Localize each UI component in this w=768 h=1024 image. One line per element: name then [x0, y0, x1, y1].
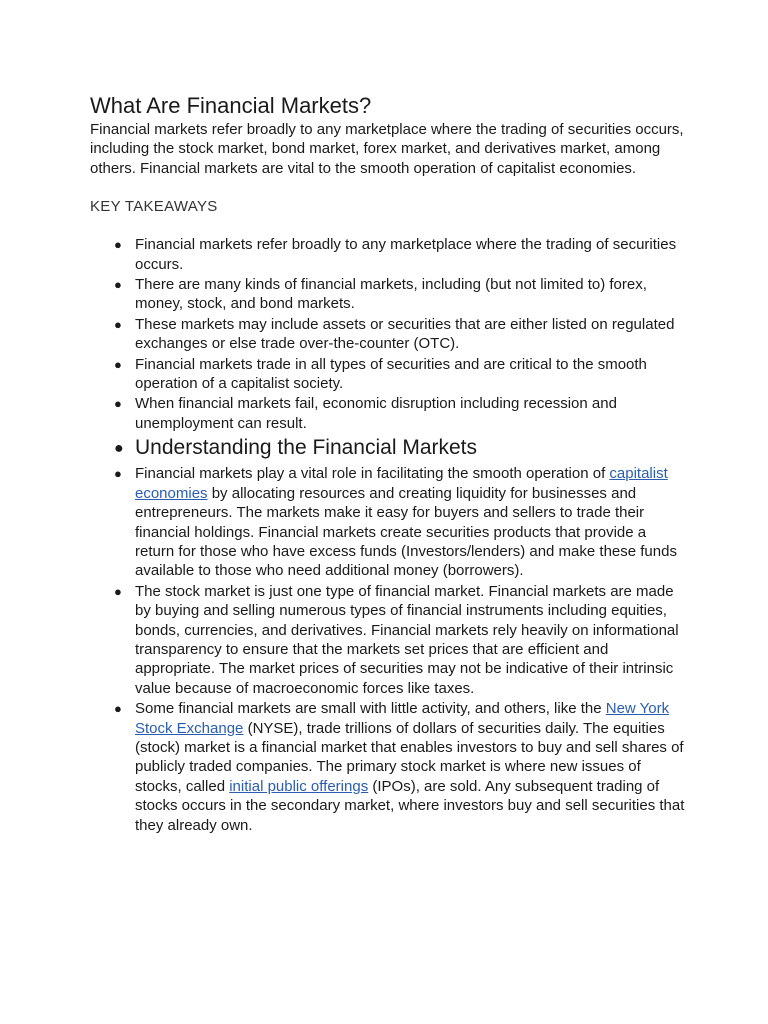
list-item [90, 235, 688, 274]
list-item [90, 582, 688, 698]
takeaway-text: Financial markets refer broadly to any marketplace where the trading of securities occurs. [135, 236, 677, 273]
paragraph-text: (NYSE), trade trillions of dollars of securities daily. The equities (stock) market is a financial market that enables investors to buy and sell shares of publicly traded companies. The primary stock market is where new issues of stocks, called [135, 719, 684, 795]
paragraph-text: by allocating resources and creating liquidity for businesses and entrepreneurs. The markets make it easy for buyers and sellers to trade their financial holdings. Financial markets create securities products that provide a return for those who have excess funds (Investors/lenders) and make these funds available to those who need additional money (borrowers). [135, 484, 677, 580]
initial-public-offerings-link[interactable]: initial public offerings [229, 777, 369, 795]
bullet-icon: ● [114, 466, 122, 482]
bullet-icon: ● [114, 277, 122, 293]
paragraph-text: (IPOs), are sold. Any subsequent trading of stocks occurs in the secondary market, where investors buy and sell securities that they already own. [135, 777, 685, 834]
bullet-icon: ● [114, 237, 122, 253]
bullet-list [90, 235, 688, 835]
bullet-icon: ● [114, 583, 122, 599]
intro-paragraph: Financial markets refer broadly to any marketplace where the trading of securities occurs, including the stock market, bond market, forex market, and derivatives market, among others. Financial markets are vital to the smooth operation of capitalist economies. [90, 121, 684, 177]
section-heading-item [90, 435, 688, 461]
paragraph-text: Some financial markets are small with little activity, and others, like the [135, 700, 606, 718]
list-item [90, 355, 688, 394]
list-item [90, 699, 688, 835]
bullet-icon: ● [114, 316, 122, 332]
list-item [90, 394, 688, 433]
page-title: What Are Financial Markets? [90, 93, 372, 118]
key-takeaways-heading: KEY TAKEAWAYS [90, 198, 218, 216]
takeaway-text: These markets may include assets or securities that are either listed on regulated exchanges or else trade over-the-counter (OTC). [135, 315, 675, 353]
list-item [90, 275, 688, 314]
takeaway-text: There are many kinds of financial markets, including (but not limited to) forex, money, stock, and bond markets. [135, 276, 647, 313]
paragraph-text: Financial markets play a vital role in facilitating the smooth operation of [135, 465, 610, 483]
list-item [90, 464, 688, 580]
bullet-icon: ● [114, 356, 122, 372]
bullet-icon: ● [114, 396, 122, 412]
capitalist-economies-link[interactable]: capitalist economies [135, 465, 668, 502]
list-item [90, 315, 688, 354]
takeaway-text: Financial markets trade in all types of securities and are critical to the smooth operation of a capitalist society. [135, 355, 647, 393]
paragraph-text: The stock market is just one type of financial market. Financial markets are made by buying and selling numerous types of financial instruments including equities, bonds, currencies, and derivatives. Financial markets rely heavily on informational transparency to ensure that the markets set prices that are efficient and appropriate. The market prices of securities may not be indicative of their intrinsic value because of macroeconomic forces like taxes. [135, 582, 679, 697]
takeaway-text: When financial markets fail, economic disruption including recession and unemployment can result. [135, 395, 617, 432]
section-heading: Understanding the Financial Markets [135, 436, 478, 460]
bullet-icon: ● [114, 440, 124, 458]
bullet-icon: ● [114, 701, 122, 717]
nyse-link[interactable]: New York Stock Exchange [135, 700, 670, 737]
